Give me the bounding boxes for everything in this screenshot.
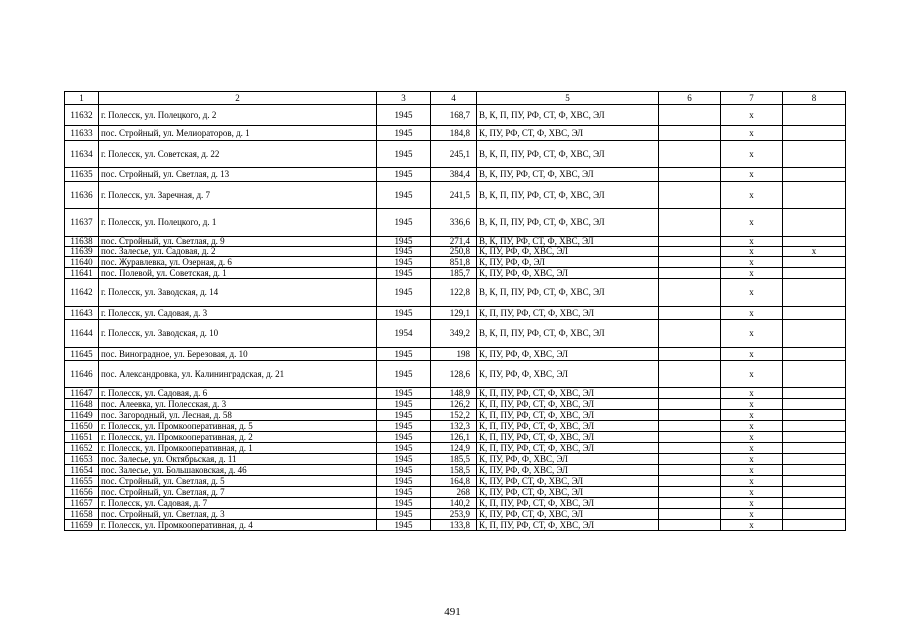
cell-col-7: х xyxy=(721,268,783,279)
cell-row-number: 11636 xyxy=(65,182,99,209)
cell-year: 1945 xyxy=(377,141,431,168)
cell-area: 168,7 xyxy=(431,105,477,126)
cell-row-number: 11644 xyxy=(65,320,99,348)
cell-col-8 xyxy=(783,410,846,421)
cell-utilities: К, П, ПУ, РФ, СТ, Ф, ХВС, ЭЛ xyxy=(477,498,659,509)
cell-area: 241,5 xyxy=(431,182,477,209)
table-row xyxy=(65,320,846,348)
cell-area: 133,8 xyxy=(431,520,477,531)
cell-row-number: 11642 xyxy=(65,279,99,307)
cell-area: 271,4 xyxy=(431,237,477,247)
table-row xyxy=(65,388,846,399)
header-row xyxy=(65,92,846,105)
cell-utilities: К, ПУ, РФ, СТ, Ф, ХВС, ЭЛ xyxy=(477,487,659,498)
cell-col-7: х xyxy=(721,476,783,487)
cell-year: 1945 xyxy=(377,237,431,247)
cell-year: 1945 xyxy=(377,279,431,307)
cell-col-8 xyxy=(783,168,846,182)
cell-address: пос. Полевой, ул. Советская, д. 1 xyxy=(99,268,377,279)
table-row xyxy=(65,268,846,279)
cell-address: пос. Стройный, ул. Мелиораторов, д. 1 xyxy=(99,126,377,141)
cell-address: г. Полесск, ул. Заводская, д. 14 xyxy=(99,279,377,307)
cell-col-8 xyxy=(783,307,846,320)
cell-col-8 xyxy=(783,320,846,348)
cell-utilities: К, П, ПУ, РФ, СТ, Ф, ХВС, ЭЛ xyxy=(477,432,659,443)
table-body xyxy=(65,105,846,531)
cell-year: 1945 xyxy=(377,126,431,141)
cell-address: г. Полесск, ул. Промкооперативная, д. 2 xyxy=(99,432,377,443)
cell-col-8 xyxy=(783,388,846,399)
cell-col-7: х xyxy=(721,209,783,237)
cell-row-number: 11652 xyxy=(65,443,99,454)
cell-area: 126,1 xyxy=(431,432,477,443)
table-row xyxy=(65,476,846,487)
cell-col-6 xyxy=(659,348,721,361)
cell-year: 1945 xyxy=(377,247,431,257)
cell-address: пос. Виноградное, ул. Березовая, д. 10 xyxy=(99,348,377,361)
table-row xyxy=(65,487,846,498)
cell-utilities: К, ПУ, РФ, СТ, Ф, ХВС, ЭЛ xyxy=(477,126,659,141)
cell-address: пос. Стройный, ул. Светлая, д. 7 xyxy=(99,487,377,498)
cell-year: 1945 xyxy=(377,410,431,421)
cell-address: г. Полесск, ул. Садовая, д. 3 xyxy=(99,307,377,320)
cell-year: 1945 xyxy=(377,348,431,361)
table-row xyxy=(65,126,846,141)
table-row xyxy=(65,498,846,509)
cell-col-8 xyxy=(783,279,846,307)
table-row xyxy=(65,509,846,520)
cell-row-number: 11655 xyxy=(65,476,99,487)
cell-area: 851,8 xyxy=(431,257,477,268)
cell-area: 185,5 xyxy=(431,454,477,465)
cell-col-6 xyxy=(659,443,721,454)
cell-year: 1945 xyxy=(377,498,431,509)
cell-row-number: 11635 xyxy=(65,168,99,182)
cell-address: пос. Стройный, ул. Светлая, д. 9 xyxy=(99,237,377,247)
cell-col-6 xyxy=(659,465,721,476)
cell-row-number: 11657 xyxy=(65,498,99,509)
cell-col-8 xyxy=(783,268,846,279)
cell-address: г. Полесск, ул. Садовая, д. 6 xyxy=(99,388,377,399)
cell-utilities: К, ПУ, РФ, Ф, ХВС, ЭЛ xyxy=(477,348,659,361)
cell-col-8 xyxy=(783,105,846,126)
cell-col-7: х xyxy=(721,182,783,209)
cell-area: 126,2 xyxy=(431,399,477,410)
cell-col-8 xyxy=(783,487,846,498)
table-row xyxy=(65,182,846,209)
cell-address: г. Полесск, ул. Полецкого, д. 1 xyxy=(99,209,377,237)
cell-utilities: К, П, ПУ, РФ, СТ, Ф, ХВС, ЭЛ xyxy=(477,520,659,531)
cell-col-7: х xyxy=(721,279,783,307)
header-col-5: 5 xyxy=(477,92,659,105)
cell-utilities: В, К, ПУ, РФ, СТ, Ф, ХВС, ЭЛ xyxy=(477,168,659,182)
cell-area: 245,1 xyxy=(431,141,477,168)
cell-area: 158,5 xyxy=(431,465,477,476)
table-row xyxy=(65,348,846,361)
cell-col-8 xyxy=(783,465,846,476)
cell-address: г. Полесск, ул. Промкооперативная, д. 5 xyxy=(99,421,377,432)
cell-col-6 xyxy=(659,257,721,268)
cell-area: 184,8 xyxy=(431,126,477,141)
cell-row-number: 11643 xyxy=(65,307,99,320)
cell-utilities: К, П, ПУ, РФ, СТ, Ф, ХВС, ЭЛ xyxy=(477,399,659,410)
cell-col-8 xyxy=(783,454,846,465)
cell-row-number: 11641 xyxy=(65,268,99,279)
cell-col-8 xyxy=(783,257,846,268)
cell-col-8 xyxy=(783,141,846,168)
housing-table xyxy=(64,91,846,531)
cell-row-number: 11648 xyxy=(65,399,99,410)
cell-year: 1945 xyxy=(377,476,431,487)
cell-row-number: 11651 xyxy=(65,432,99,443)
cell-year: 1945 xyxy=(377,520,431,531)
cell-col-7: х xyxy=(721,247,783,257)
cell-row-number: 11654 xyxy=(65,465,99,476)
header-col-6: 6 xyxy=(659,92,721,105)
cell-col-6 xyxy=(659,399,721,410)
table-row xyxy=(65,454,846,465)
cell-utilities: В, К, П, ПУ, РФ, СТ, Ф, ХВС, ЭЛ xyxy=(477,320,659,348)
table-row xyxy=(65,279,846,307)
cell-address: пос. Залесье, ул. Садовая, д. 2 xyxy=(99,247,377,257)
cell-utilities: К, П, ПУ, РФ, СТ, Ф, ХВС, ЭЛ xyxy=(477,307,659,320)
cell-col-6 xyxy=(659,279,721,307)
cell-col-6 xyxy=(659,126,721,141)
cell-col-6 xyxy=(659,388,721,399)
cell-col-7: х xyxy=(721,520,783,531)
table-row xyxy=(65,465,846,476)
cell-utilities: К, П, ПУ, РФ, СТ, Ф, ХВС, ЭЛ xyxy=(477,421,659,432)
cell-address: г. Полесск, ул. Промкооперативная, д. 1 xyxy=(99,443,377,454)
cell-col-7: х xyxy=(721,410,783,421)
header-col-8: 8 xyxy=(783,92,846,105)
cell-address: пос. Залесье, ул. Октябрьская, д. 11 xyxy=(99,454,377,465)
table-row xyxy=(65,520,846,531)
cell-area: 164,8 xyxy=(431,476,477,487)
header-col-7: 7 xyxy=(721,92,783,105)
cell-area: 140,2 xyxy=(431,498,477,509)
cell-col-7: х xyxy=(721,388,783,399)
cell-year: 1945 xyxy=(377,465,431,476)
cell-col-7: х xyxy=(721,320,783,348)
cell-col-6 xyxy=(659,509,721,520)
cell-col-6 xyxy=(659,361,721,388)
cell-address: пос. Стройный, ул. Светлая, д. 3 xyxy=(99,509,377,520)
cell-area: 132,3 xyxy=(431,421,477,432)
cell-col-6 xyxy=(659,432,721,443)
cell-year: 1945 xyxy=(377,257,431,268)
cell-year: 1945 xyxy=(377,487,431,498)
cell-area: 124,9 xyxy=(431,443,477,454)
cell-utilities: К, ПУ, РФ, Ф, ХВС, ЭЛ xyxy=(477,361,659,388)
cell-address: г. Полесск, ул. Заводская, д. 10 xyxy=(99,320,377,348)
cell-address: пос. Александровка, ул. Калининградская, д. 21 xyxy=(99,361,377,388)
cell-row-number: 11658 xyxy=(65,509,99,520)
cell-row-number: 11639 xyxy=(65,247,99,257)
cell-col-8 xyxy=(783,361,846,388)
cell-address: г. Полесск, ул. Садовая, д. 7 xyxy=(99,498,377,509)
cell-utilities: В, К, ПУ, РФ, СТ, Ф, ХВС, ЭЛ xyxy=(477,237,659,247)
cell-col-6 xyxy=(659,209,721,237)
cell-year: 1945 xyxy=(377,509,431,520)
cell-col-7: х xyxy=(721,141,783,168)
cell-address: пос. Журавлевка, ул. Озерная, д. 6 xyxy=(99,257,377,268)
cell-col-8 xyxy=(783,520,846,531)
cell-year: 1945 xyxy=(377,105,431,126)
cell-area: 185,7 xyxy=(431,268,477,279)
cell-area: 384,4 xyxy=(431,168,477,182)
table-row xyxy=(65,257,846,268)
cell-utilities: К, ПУ, РФ, Ф, ХВС, ЭЛ xyxy=(477,454,659,465)
cell-row-number: 11637 xyxy=(65,209,99,237)
cell-utilities: В, К, П, ПУ, РФ, СТ, Ф, ХВС, ЭЛ xyxy=(477,182,659,209)
table-row xyxy=(65,209,846,237)
table-row xyxy=(65,432,846,443)
cell-col-7: х xyxy=(721,498,783,509)
table-row xyxy=(65,105,846,126)
page-number: 491 xyxy=(444,606,461,618)
cell-area: 253,9 xyxy=(431,509,477,520)
cell-utilities: К, ПУ, РФ, Ф, ХВС, ЭЛ xyxy=(477,247,659,257)
cell-year: 1945 xyxy=(377,399,431,410)
header-col-1: 1 xyxy=(65,92,99,105)
cell-col-7: х xyxy=(721,454,783,465)
cell-col-7: х xyxy=(721,509,783,520)
cell-row-number: 11659 xyxy=(65,520,99,531)
cell-row-number: 11640 xyxy=(65,257,99,268)
cell-year: 1945 xyxy=(377,432,431,443)
cell-area: 128,6 xyxy=(431,361,477,388)
cell-row-number: 11632 xyxy=(65,105,99,126)
cell-col-7: х xyxy=(721,443,783,454)
cell-year: 1945 xyxy=(377,443,431,454)
cell-col-7: х xyxy=(721,399,783,410)
cell-col-6 xyxy=(659,320,721,348)
cell-col-8 xyxy=(783,399,846,410)
cell-col-8 xyxy=(783,443,846,454)
table-row xyxy=(65,410,846,421)
header-col-4: 4 xyxy=(431,92,477,105)
cell-address: пос. Загородный, ул. Лесная, д. 58 xyxy=(99,410,377,421)
cell-year: 1945 xyxy=(377,307,431,320)
cell-col-6 xyxy=(659,307,721,320)
cell-col-8 xyxy=(783,421,846,432)
cell-utilities: В, К, П, ПУ, РФ, СТ, Ф, ХВС, ЭЛ xyxy=(477,279,659,307)
cell-col-7: х xyxy=(721,105,783,126)
cell-row-number: 11649 xyxy=(65,410,99,421)
cell-col-6 xyxy=(659,105,721,126)
cell-col-7: х xyxy=(721,465,783,476)
cell-address: пос. Стройный, ул. Светлая, д. 5 xyxy=(99,476,377,487)
cell-row-number: 11645 xyxy=(65,348,99,361)
cell-col-6 xyxy=(659,247,721,257)
cell-col-8 xyxy=(783,348,846,361)
cell-year: 1945 xyxy=(377,388,431,399)
cell-utilities: В, К, П, ПУ, РФ, СТ, Ф, ХВС, ЭЛ xyxy=(477,105,659,126)
cell-col-8 xyxy=(783,498,846,509)
cell-utilities: К, П, ПУ, РФ, СТ, Ф, ХВС, ЭЛ xyxy=(477,443,659,454)
cell-col-6 xyxy=(659,454,721,465)
table-row xyxy=(65,237,846,247)
cell-row-number: 11653 xyxy=(65,454,99,465)
cell-area: 268 xyxy=(431,487,477,498)
cell-address: пос. Алеевка, ул. Полесская, д. 3 xyxy=(99,399,377,410)
cell-address: г. Полесск, ул. Советская, д. 22 xyxy=(99,141,377,168)
cell-col-7: х xyxy=(721,168,783,182)
cell-col-6 xyxy=(659,498,721,509)
cell-row-number: 11656 xyxy=(65,487,99,498)
cell-year: 1945 xyxy=(377,361,431,388)
cell-col-7: х xyxy=(721,348,783,361)
cell-col-6 xyxy=(659,520,721,531)
cell-col-8 xyxy=(783,432,846,443)
cell-area: 129,1 xyxy=(431,307,477,320)
cell-area: 336,6 xyxy=(431,209,477,237)
cell-year: 1945 xyxy=(377,421,431,432)
cell-address: пос. Стройный, ул. Светлая, д. 13 xyxy=(99,168,377,182)
cell-col-8 xyxy=(783,182,846,209)
cell-utilities: К, ПУ, РФ, Ф, ХВС, ЭЛ xyxy=(477,465,659,476)
cell-address: г. Полесск, ул. Промкооперативная, д. 4 xyxy=(99,520,377,531)
header-col-2: 2 xyxy=(99,92,377,105)
cell-year: 1945 xyxy=(377,454,431,465)
cell-col-6 xyxy=(659,168,721,182)
cell-col-6 xyxy=(659,476,721,487)
table-row xyxy=(65,443,846,454)
cell-utilities: К, П, ПУ, РФ, СТ, Ф, ХВС, ЭЛ xyxy=(477,388,659,399)
cell-col-6 xyxy=(659,237,721,247)
cell-col-7: х xyxy=(721,237,783,247)
cell-row-number: 11638 xyxy=(65,237,99,247)
cell-utilities: К, ПУ, РФ, Ф, ЭЛ xyxy=(477,257,659,268)
cell-row-number: 11633 xyxy=(65,126,99,141)
cell-utilities: К, ПУ, РФ, Ф, ХВС, ЭЛ xyxy=(477,268,659,279)
cell-area: 148,9 xyxy=(431,388,477,399)
table-row xyxy=(65,307,846,320)
cell-utilities: К, П, ПУ, РФ, СТ, Ф, ХВС, ЭЛ xyxy=(477,410,659,421)
cell-area: 198 xyxy=(431,348,477,361)
table-row xyxy=(65,421,846,432)
cell-col-8 xyxy=(783,509,846,520)
cell-year: 1945 xyxy=(377,268,431,279)
cell-area: 250,8 xyxy=(431,247,477,257)
cell-col-6 xyxy=(659,487,721,498)
cell-col-6 xyxy=(659,268,721,279)
cell-col-7: х xyxy=(721,487,783,498)
cell-col-6 xyxy=(659,182,721,209)
cell-utilities: В, К, П, ПУ, РФ, СТ, Ф, ХВС, ЭЛ xyxy=(477,141,659,168)
cell-col-7: х xyxy=(721,361,783,388)
cell-utilities: В, К, П, ПУ, РФ, СТ, Ф, ХВС, ЭЛ xyxy=(477,209,659,237)
table-row xyxy=(65,399,846,410)
cell-col-8 xyxy=(783,209,846,237)
cell-year: 1954 xyxy=(377,320,431,348)
table-row xyxy=(65,361,846,388)
cell-address: г. Полесск, ул. Полецкого, д. 2 xyxy=(99,105,377,126)
table-row xyxy=(65,247,846,257)
cell-area: 122,8 xyxy=(431,279,477,307)
cell-row-number: 11647 xyxy=(65,388,99,399)
cell-col-8 xyxy=(783,126,846,141)
table-row xyxy=(65,141,846,168)
cell-year: 1945 xyxy=(377,209,431,237)
cell-address: г. Полесск, ул. Заречная, д. 7 xyxy=(99,182,377,209)
header-col-3: 3 xyxy=(377,92,431,105)
cell-year: 1945 xyxy=(377,182,431,209)
cell-col-7: х xyxy=(721,432,783,443)
cell-col-6 xyxy=(659,141,721,168)
cell-utilities: К, ПУ, РФ, СТ, Ф, ХВС, ЭЛ xyxy=(477,509,659,520)
cell-area: 349,2 xyxy=(431,320,477,348)
cell-row-number: 11646 xyxy=(65,361,99,388)
cell-col-6 xyxy=(659,410,721,421)
cell-row-number: 11634 xyxy=(65,141,99,168)
cell-year: 1945 xyxy=(377,168,431,182)
cell-row-number: 11650 xyxy=(65,421,99,432)
cell-address: пос. Залесье, ул. Большаковская, д. 46 xyxy=(99,465,377,476)
cell-utilities: К, ПУ, РФ, СТ, Ф, ХВС, ЭЛ xyxy=(477,476,659,487)
cell-col-8 xyxy=(783,476,846,487)
cell-area: 152,2 xyxy=(431,410,477,421)
cell-col-7: х xyxy=(721,421,783,432)
cell-col-8 xyxy=(783,237,846,247)
cell-col-7: х xyxy=(721,126,783,141)
cell-col-7: х xyxy=(721,257,783,268)
cell-col-6 xyxy=(659,421,721,432)
table-row xyxy=(65,168,846,182)
cell-col-8: х xyxy=(783,247,846,257)
cell-col-7: х xyxy=(721,307,783,320)
